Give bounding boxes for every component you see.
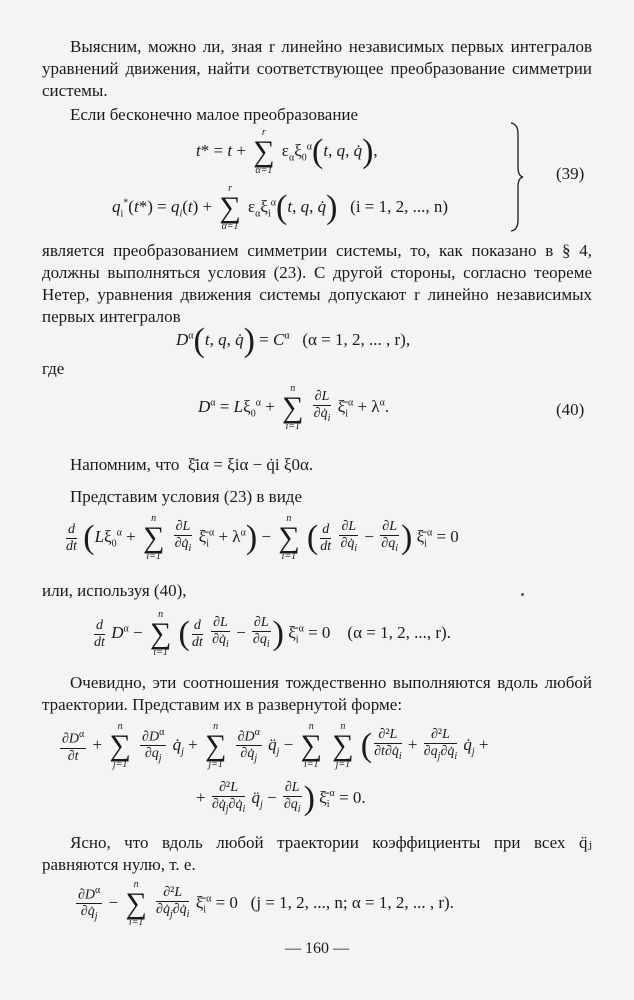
paragraph-reminder	[70, 454, 313, 476]
paragraph-where: где	[42, 359, 65, 378]
paragraph-transform-intro: Если бесконечно малое преобразование	[70, 105, 359, 124]
equation-expanded-line-1: $\frac{\partial D^\alpha}{\partial t}$ + n ∑ j=1 $\frac{\partial D^\alpha}{\partial q_j}$ $q̇_j$ + n ∑ j=1 $\frac{\partial D^\alpha}{\partial q̇_j}$ $q̈_j$ − n ∑ i=1 n ∑ j=1 ( $\frac{\text{∂²L}}{\partial t\partial q̇_i}$ + $\frac{\text{∂²L}}{\partial q_j\partial q̇_i}$ $q̇_j$ +	[62, 721, 489, 770]
page-number: — 160 —	[285, 940, 349, 957]
equation-expanded-line-2: + $\frac{\text{∂²L}}{\partial q̇_j\partial q̇_i}$ $q̈_j$ − $\frac{\partial L}{\partial q_i}$ ) $\xī_i^\alpha = 0$.	[196, 779, 366, 817]
equation-39-line-1: t* = t + r ∑ α=1 $\varepsilon_\alpha\xi_0^\alpha(t$, q, q̇),	[196, 127, 378, 176]
equation-d-dt-D-range: (α = 1, 2, ..., r).	[347, 622, 451, 642]
equation-first-integrals-range: (α = 1, 2, ... , r),	[302, 329, 411, 349]
paragraph-conditions-form: Представим условия (23) в виде	[70, 487, 302, 506]
equation-first-integrals: $D^\alpha(t$, q, q̇) = $C^\alpha$ (α = 1, 2, ... , r),	[176, 322, 411, 359]
reminder-text: Напомним, что	[70, 455, 180, 474]
paragraph-identity: Очевидно, эти соотношения тождественно выполняются вдоль любой траектории. Представим их в развернутой форме:	[42, 673, 592, 714]
paragraph-symmetry-conditions: является преобразованием симметрии системы, то, как показано в § 4, должны выполняться условия (23). С другой стороны, согласно теореме Нетер, уравнения движения системы допускают r линейно независимых первых интегралов	[42, 241, 592, 326]
equation-39-index-range: (i = 1, 2, ..., n)	[350, 196, 449, 216]
equation-conditions-23: $\frac{d}{dt}$ ($L\xi_0^\alpha$ + n ∑ i=1 $\frac{\partial L}{\partial q̇_i}$ $\xī_i^\alpha + \lambda^\alpha$) − n ∑ i=1 ( $\frac{d}{dt}$ $\frac{\partial L}{\partial q̇_i}$ − $\frac{\partial L}{\partial q_i}$ ) $\xī_i^\alpha = 0$	[66, 513, 459, 562]
equation-40-label: (40)	[556, 400, 585, 419]
equation-final-range: (j = 1, 2, ..., n; α = 1, 2, ... , r).	[250, 892, 454, 912]
equation-d-dt-D: $\frac{d}{dt}$ $D^\alpha$ − n ∑ i=1 ( $\frac{d}{dt}$ $\frac{\partial L}{\partial q̇_i}$ − $\frac{\partial L}{\partial q_i}$ ) $\xī_i^\alpha = 0$ (α = 1, 2, ..., r).	[94, 609, 451, 658]
paragraph-or-using: или, используя (40),	[42, 581, 187, 600]
equation-final: $\frac{\partial D^\alpha}{\partial q̇_j}$ − n ∑ i=1 $\frac{\text{∂²L}}{\partial q̇_j\partial q̇_i}$ $\xī_i^\alpha = 0$ (j = 1, 2, ..., n; α = 1, 2, ... , r).	[78, 879, 454, 928]
speck	[521, 593, 524, 596]
equation-40: $D^\alpha = L\xi_0^\alpha$ + n ∑ i=1 $\frac{\partial L}{\partial q̇_i}$ $\xī_i^\alpha + \lambda^\alpha$.	[198, 383, 390, 432]
reminder-formula: ξ̄iα = ξiα − q̇i ξ0α.	[187, 455, 314, 474]
right-brace	[510, 122, 524, 232]
equation-39-label: (39)	[556, 164, 585, 183]
paragraph-intro: Выясним, можно ли, зная r линейно независимых первых интегралов уравнений движения, найти соответствующее преобразование симметрии системы.	[42, 37, 592, 100]
paragraph-coefficients: Ясно, что вдоль любой траектории коэффициенты при всех q̈ⱼ равняются нулю, т. е.	[42, 833, 592, 874]
equation-39-line-2: $q_i^*(t*) = q_i(t)$ + r ∑ α=1 $\varepsilon_\alpha\xi_i^\alpha(t$, q, q̇) (i = 1, 2, ..., n)	[112, 183, 449, 232]
